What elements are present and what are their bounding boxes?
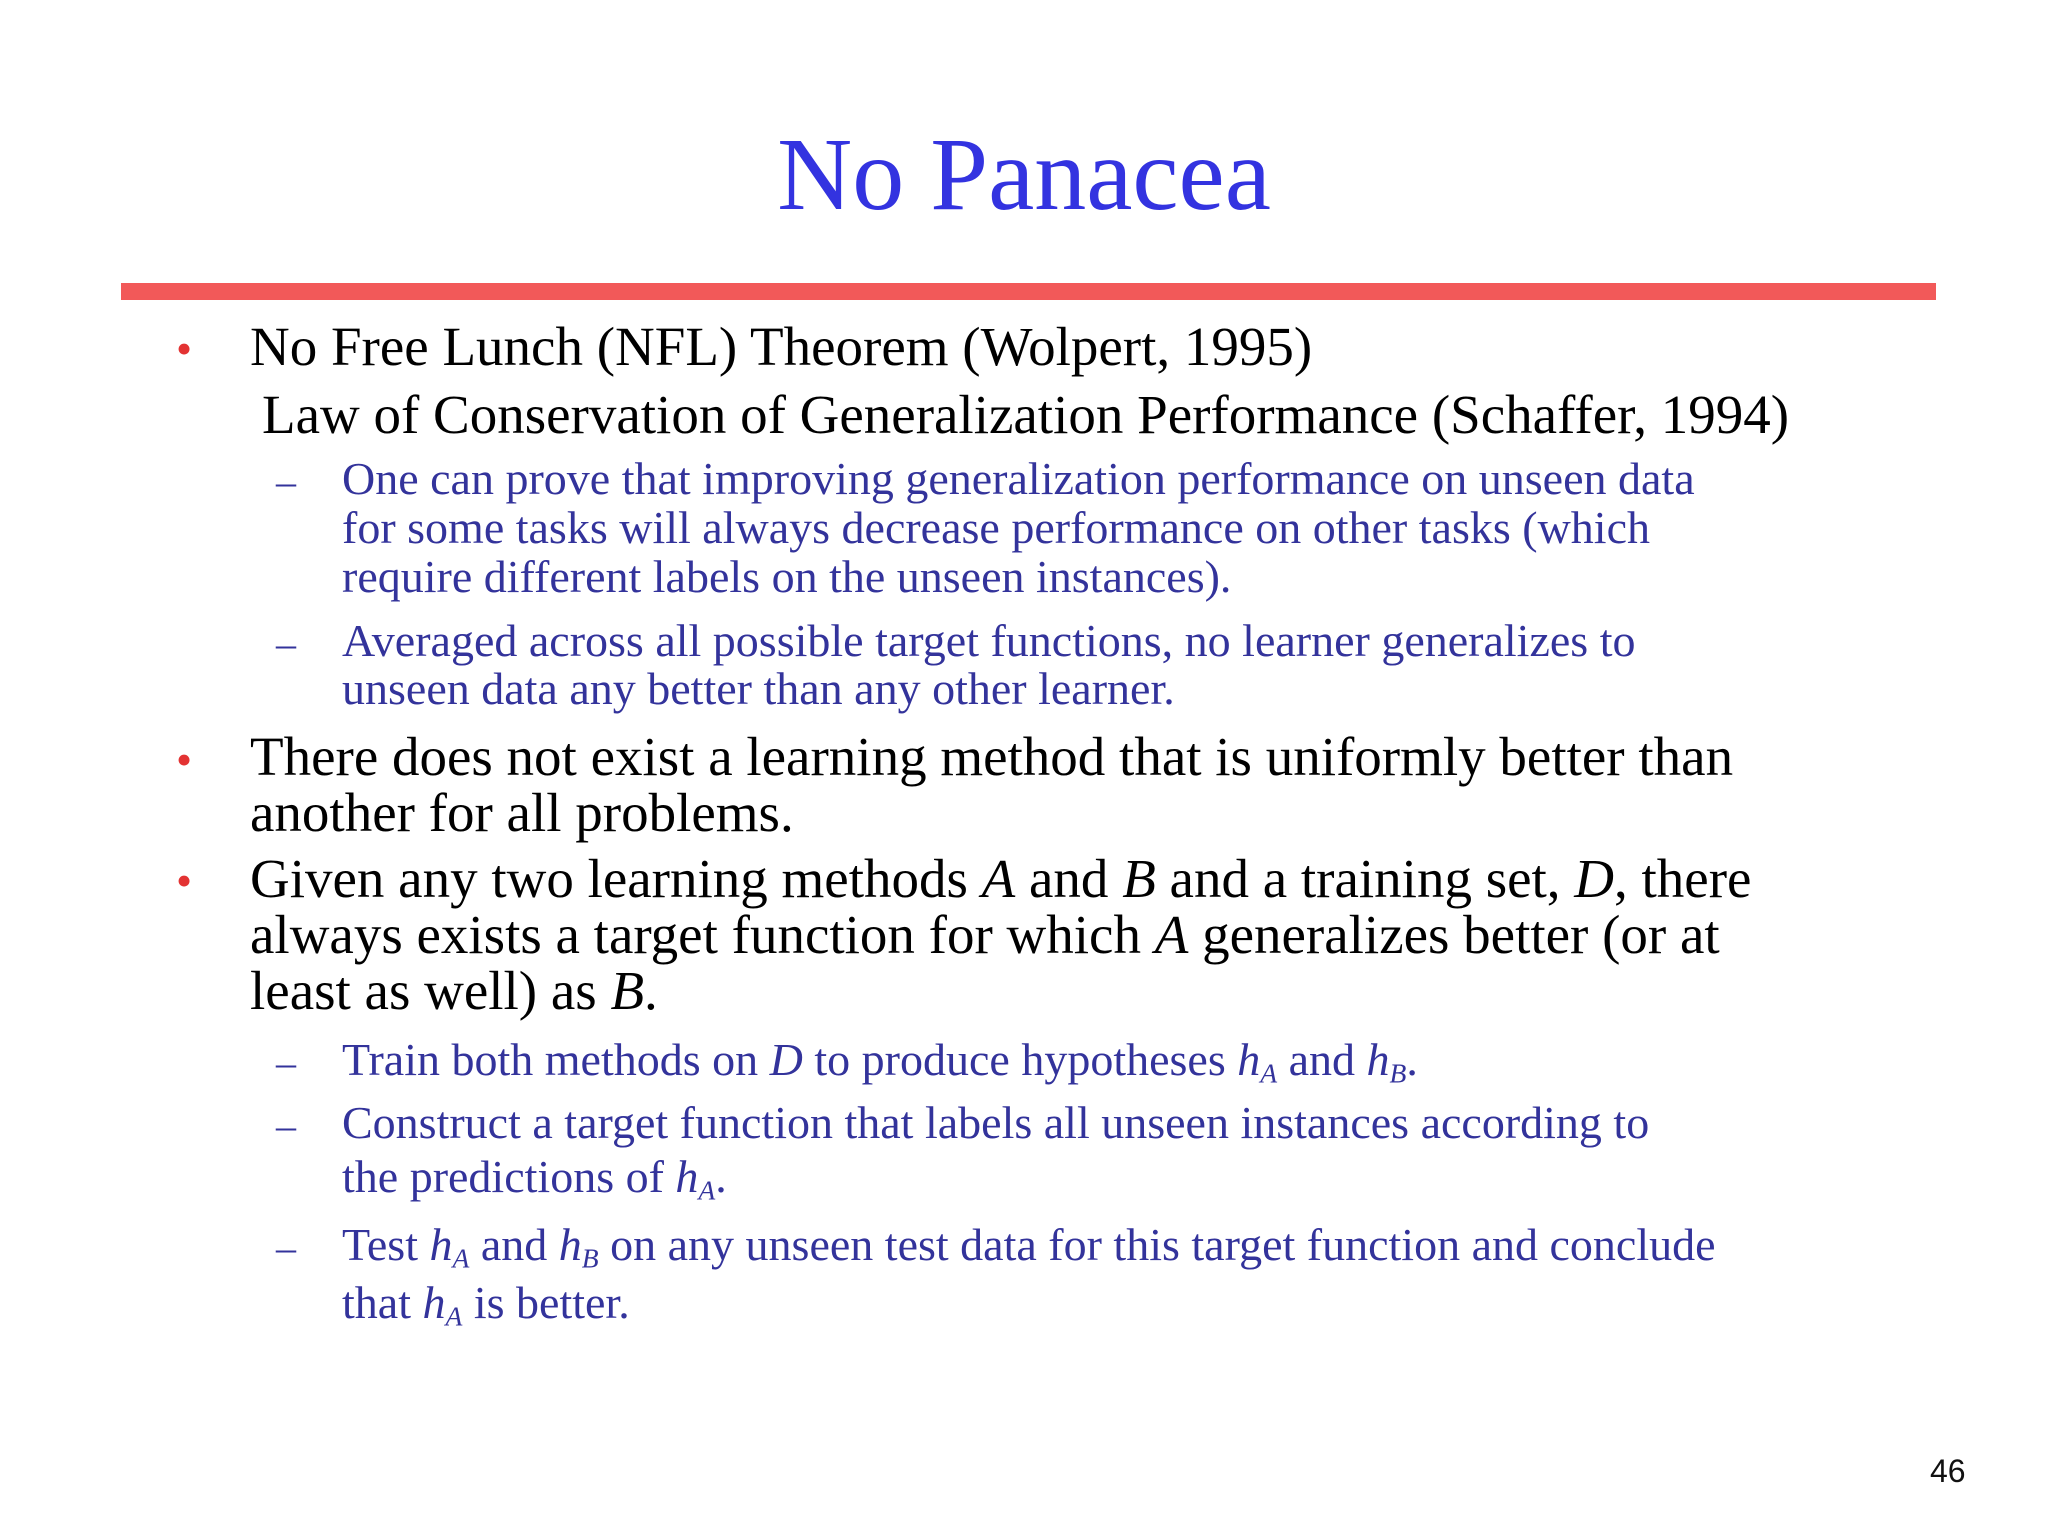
slide-title: No Panacea (777, 117, 1271, 232)
bullet3-sub2-line2: the predictions of $h_A$. (342, 1151, 727, 1206)
bullet1-line2: Law of Conservation of Generalization Performance (Schaffer, 1994) (262, 384, 1790, 445)
bullet2-line2: another for all problems. (250, 782, 794, 843)
bullet-marker: • (176, 734, 193, 785)
bullet1-sub1-line2: for some tasks will always decrease performance on other tasks (which (342, 502, 1650, 553)
bullet1-sub1-line1: One can prove that improving generalization performance on unseen data (342, 453, 1695, 504)
dash-marker: – (276, 1040, 296, 1085)
bullet-marker: • (176, 855, 193, 906)
bullet3-line2: always exists a target function for which A generalizes better (or at (250, 904, 1720, 965)
bullet3-sub2-line1: Construct a target function that labels all unseen instances according to (342, 1097, 1650, 1148)
bullet1-sub1-line3: require different labels on the unseen instances). (342, 551, 1232, 602)
dash-marker: – (276, 1103, 296, 1148)
dash-marker: – (276, 459, 296, 504)
bullet3-sub3-line1: Test $h_A$ and $h_B$ on any unseen test data for this target function and conclude (342, 1219, 1716, 1274)
bullet1-line1: No Free Lunch (NFL) Theorem (Wolpert, 1995) (250, 316, 1313, 377)
dash-marker: – (276, 621, 296, 666)
bullet3-sub1-line1: Train both methods on D to produce hypotheses $h_A$ and $h_B$. (342, 1034, 1418, 1089)
bullet1-sub2-line1: Averaged across all possible target functions, no learner generalizes to (342, 615, 1636, 666)
bullet-marker: • (176, 323, 193, 374)
bullet3-line1: Given any two learning methods A and B and a training set, D, there (250, 848, 1752, 909)
bullet3-sub3-line2: that $h_A$ is better. (342, 1277, 630, 1332)
title-divider (121, 283, 1936, 300)
bullet1-sub2-line2: unseen data any better than any other learner. (342, 663, 1175, 714)
dash-marker: – (276, 1225, 296, 1270)
bullet3-line3: least as well) as B. (250, 960, 658, 1021)
page-number: 46 (1930, 1453, 1966, 1489)
bullet2-line1: There does not exist a learning method that is uniformly better than (250, 726, 1734, 787)
